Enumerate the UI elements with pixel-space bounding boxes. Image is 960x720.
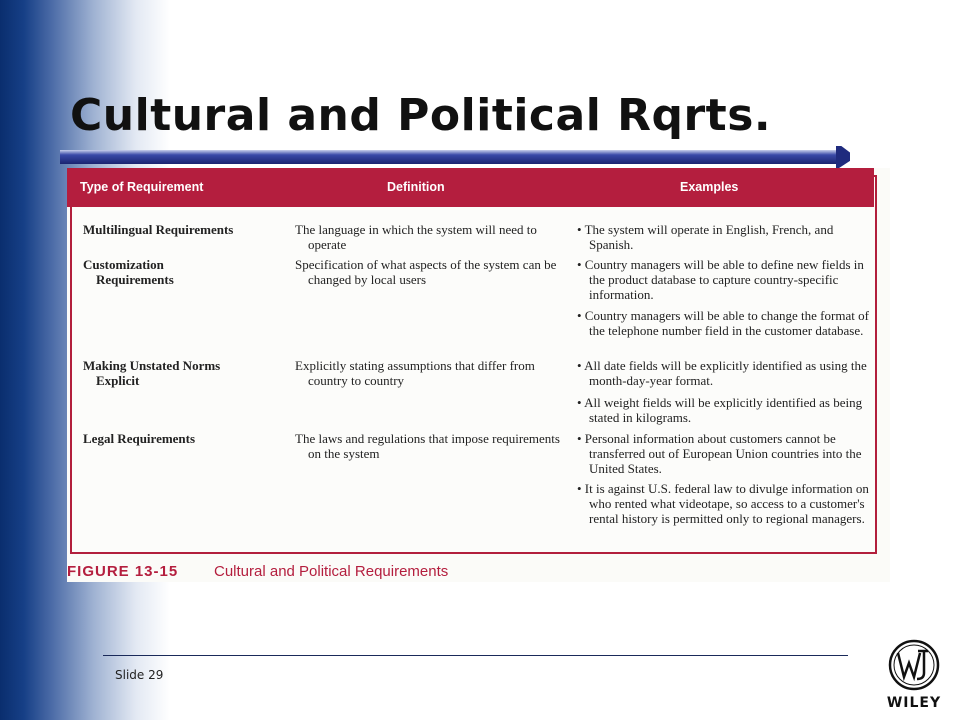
row-type: Customization Requirements (83, 257, 174, 287)
figure-caption-text: Cultural and Political Requirements (214, 563, 449, 580)
row-example: • Country managers will be able to change the format of the telephone number field in the customer database. (577, 308, 869, 338)
figure-image (67, 168, 890, 582)
row-example: • Country managers will be able to define new fields in the product database to capture country-specific information. (577, 257, 864, 302)
row-example: • The system will operate in English, French, and Spanish. (577, 222, 834, 252)
slide-title: Cultural and Political Rqrts. (70, 90, 772, 141)
header-type: Type of Requirement (80, 180, 204, 194)
wiley-logo-text: WILEY (886, 695, 942, 711)
row-example: • All date fields will be explicitly identified as using the month-day-year format. (577, 358, 867, 388)
row-example: • It is against U.S. federal law to divulge information on who rented what videotape, so access to a customer's rental history is permitted only to regional managers. (577, 481, 869, 526)
title-underline-arrow (60, 146, 850, 168)
footer-divider (103, 655, 848, 656)
slide-number: Slide 29 (115, 668, 164, 682)
row-example: • All weight fields will be explicitly identified as being stated in kilograms. (577, 395, 863, 425)
table-header (67, 168, 874, 207)
row-definition: The language in which the system will need to operate (295, 222, 537, 252)
header-definition: Definition (387, 180, 445, 194)
row-example: • Personal information about customers cannot be transferred out of European Union countries into the United States. (577, 431, 862, 476)
header-examples: Examples (680, 180, 739, 194)
row-type: Multilingual Requirements (83, 222, 234, 237)
row-definition: Explicitly stating assumptions that differ from country to country (295, 358, 535, 388)
row-type: Legal Requirements (83, 431, 196, 446)
row-definition: Specification of what aspects of the system can be changed by local users (295, 257, 557, 287)
figure-caption-number: FIGURE 13-15 (67, 563, 179, 580)
row-type: Making Unstated Norms Explicit (83, 358, 221, 388)
row-definition: The laws and regulations that impose requirements on the system (295, 431, 560, 461)
